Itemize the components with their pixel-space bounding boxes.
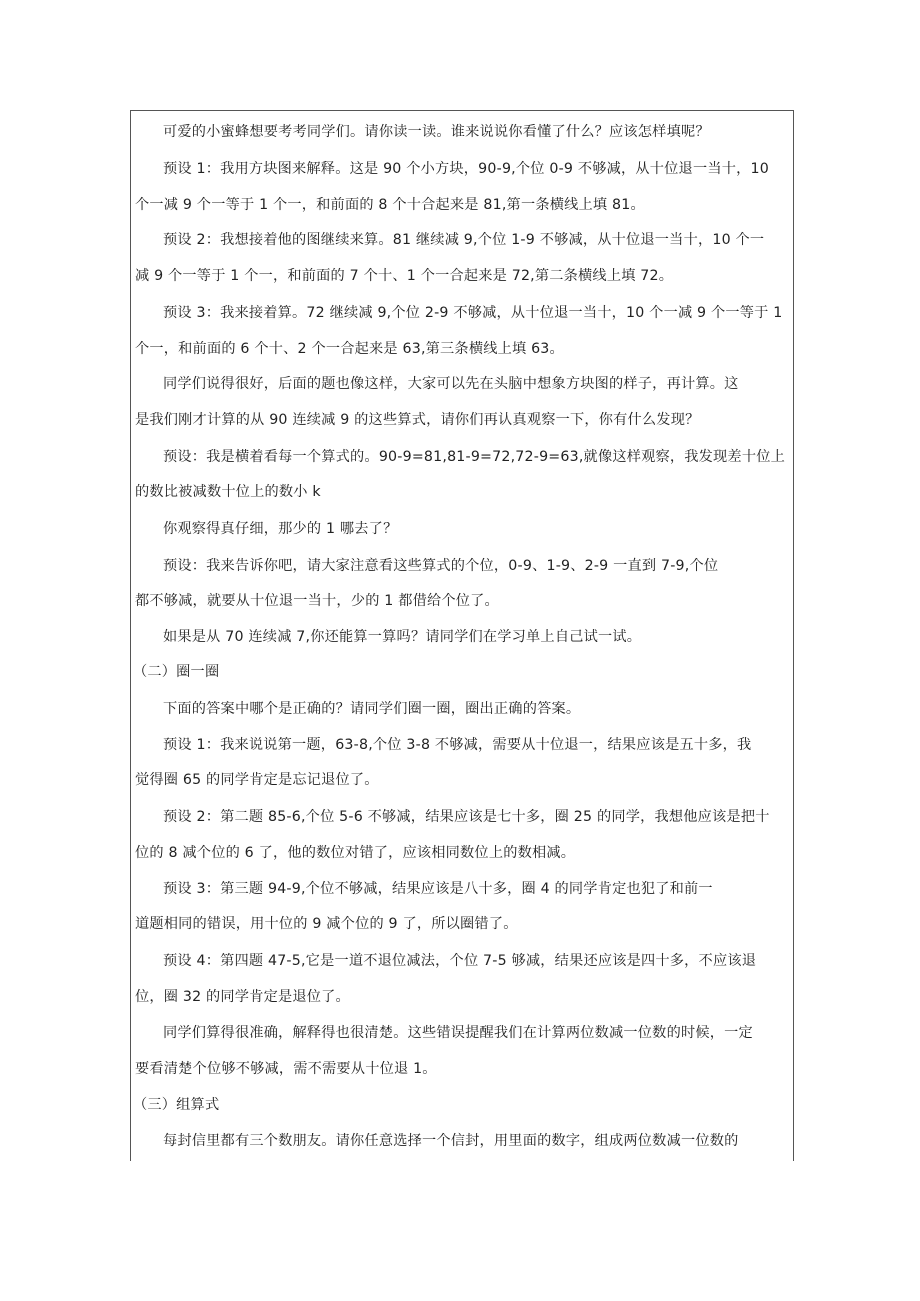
paragraph-line: 的数比被减数十位上的数小 k	[135, 484, 321, 500]
paragraph-line: 预设：我是横着看每一个算式的。90-9=81,81-9=72,72-9=63,就像这样观察，我发现差十位上	[163, 449, 785, 465]
paragraph-line: 预设 3：第三题 94-9,个位不够减，结果应该是八十多，圈 4 的同学肯定也犯了和前一	[163, 881, 713, 897]
paragraph-line: 每封信里都有三个数朋友。请你任意选择一个信封，用里面的数字，组成两位数减一位数的	[163, 1133, 739, 1149]
paragraph-line: 预设：我来告诉你吧，请大家注意看这些算式的个位，0-9、1-9、2-9 一直到 7-9,个位	[163, 558, 719, 574]
paragraph-line: 预设 1：我用方块图来解释。这是 90 个小方块，90-9,个位 0-9 不够减，从十位退一当十，10	[163, 161, 769, 177]
paragraph-line: 预设 4：第四题 47-5,它是一道不退位减法，个位 7-5 够减，结果还应该是四十多，不应该退	[163, 953, 757, 969]
paragraph-line: 减 9 个一等于 1 个一，和前面的 7 个十、1 个一合起来是 72,第二条横线上填 72。	[135, 268, 674, 284]
paragraph-line: 预设 2：我想接着他的图继续来算。81 继续减 9,个位 1-9 不够减，从十位退一当十，10 个一	[163, 232, 765, 248]
paragraph-line: 预设 1：我来说说第一题，63-8,个位 3-8 不够减，需要从十位退一，结果应该是五十多，我	[163, 737, 752, 753]
paragraph-line: 你观察得真仔细，那少的 1 哪去了？	[163, 521, 398, 537]
paragraph-line: 预设 3：我来接着算。72 继续减 9,个位 2-9 不够减，从十位退一当十，10 个一减 9 个一等于 1	[163, 305, 783, 321]
section-heading: （二）圈一圈	[133, 664, 220, 680]
paragraph-line: 觉得圈 65 的同学肯定是忘记退位了。	[135, 772, 379, 788]
section-heading: （三）组算式	[133, 1097, 220, 1113]
paragraph-line: 同学们说得很好，后面的题也像这样，大家可以先在头脑中想象方块图的样子，再计算。这	[163, 376, 739, 392]
paragraph-line: 是我们刚才计算的从 90 连续减 9 的这些算式，请你们再认真观察一下，你有什么发现？	[135, 412, 700, 428]
paragraph-line: 要看清楚个位够不够减，需不需要从十位退 1。	[135, 1061, 437, 1077]
paragraph-line: 可爱的小蜜蜂想要考考同学们。请你读一读。谁来说说你看懂了什么？应该怎样填呢？	[163, 124, 710, 140]
paragraph-line: 下面的答案中哪个是正确的？请同学们圈一圈，圈出正确的答案。	[163, 701, 581, 717]
paragraph-line: 都不够减，就要从十位退一当十，少的 1 都借给个位了。	[135, 593, 499, 609]
paragraph-line: 个一减 9 个一等于 1 个一，和前面的 8 个十合起来是 81,第一条横线上填 81。	[135, 197, 645, 213]
paragraph-line: 道题相同的错误，用十位的 9 减个位的 9 了，所以圈错了。	[135, 916, 518, 932]
paragraph-line: 预设 2：第二题 85-6,个位 5-6 不够减，结果应该是七十多，圈 25 的同学，我想他应该是把十	[163, 809, 770, 825]
paragraph-line: 同学们算得很准确，解释得也很清楚。这些错误提醒我们在计算两位数减一位数的时候，一定	[163, 1025, 753, 1041]
paragraph-line: 个一，和前面的 6 个十、2 个一合起来是 63,第三条横线上填 63。	[135, 341, 564, 357]
paragraph-line: 位，圈 32 的同学肯定是退位了。	[135, 989, 350, 1005]
paragraph-line: 如果是从 70 连续减 7,你还能算一算吗？请同学们在学习单上自己试一试。	[163, 629, 642, 645]
paragraph-line: 位的 8 减个位的 6 了，他的数位对错了，应该相同数位上的数相减。	[135, 845, 576, 861]
